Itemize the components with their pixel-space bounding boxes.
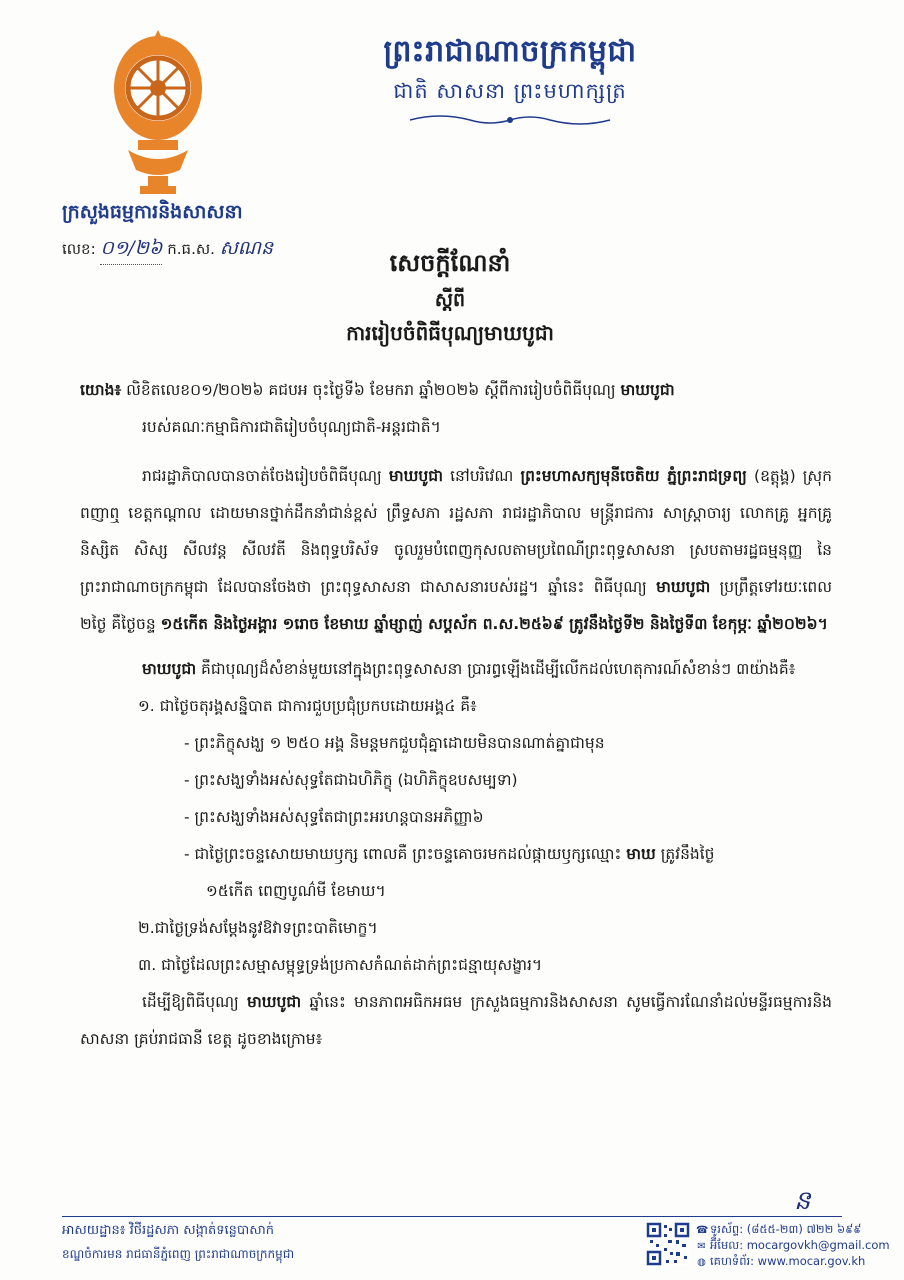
document-title: សេចក្តីណែនាំ — [389, 249, 511, 277]
ref-suffix: ក.ធ.ស. — [167, 240, 215, 258]
footer-contacts — [696, 1222, 890, 1270]
ref-number: ០១/២៦ — [100, 236, 162, 265]
list-item: ៣. ជាថ្ងៃដែលព្រះសម្មាសម្ពុទ្ធទ្រង់ប្រកាសកំណត់ដាក់ព្រះជន្មាយុសង្ខារ។ — [138, 956, 543, 974]
globe-icon: ◍ — [697, 1257, 706, 1268]
document-subject: ការរៀបចំពិធីបុណ្យមាឃបូជា — [346, 321, 554, 345]
kingdom-title: ព្រះរាជាណាចក្រកម្ពុជា — [383, 34, 637, 69]
list-subitem: - ព្រះសង្ឃទាំងអស់សុទ្ធតែជាព្រះអរហន្តបានអភិញ្ញា៦ — [184, 808, 484, 826]
list-item: ២.ជាថ្ងៃទ្រង់សម្តែងនូវឱវាទព្រះបាតិមោក្ខ។ — [138, 919, 378, 937]
list-subitem-continuation: ១៥កើត ពេញបូណ៌មី ខែមាឃ។ — [206, 882, 386, 900]
footer-address-line2: ខណ្ឌចំការមន រាជធានីភ្នំពេញ ព្រះរាជាណាចក្រកម្ពុជា — [62, 1247, 295, 1261]
list-subitem: - ព្រះភិក្ខុសង្ឃ ១ ២៥០ អង្គ និមន្តមកជួបជុំគ្នាដោយមិនបានណាត់គ្នាជាមុន — [184, 734, 605, 752]
list-subitem: - ជាថ្ងៃព្រះចន្ទសោយមាឃឫក្ស ពោលគឺ ព្រះចន្ទគោចរមកដល់ផ្កាយឫក្សឈ្មោះ មាឃ ត្រូវនឹងថ្ងៃ — [184, 845, 715, 863]
paragraph-2: មាឃបូជា គឺជាបុណ្យដ៏សំខាន់មួយនៅក្នុងព្រះពុទ្ធសាសនា ប្រារព្ធឡើងដើម្បីលើកដល់ហេតុការណ៍សំខាន់ៗ ៣យ៉ាងគឺ៖ — [142, 660, 796, 678]
footer-email: ✉ អ៊ីមែល: mocargovkh@gmail.com — [697, 1238, 890, 1252]
reference-bold: មាឃបូជា — [620, 381, 675, 399]
footer-phone: ☎ ទូរស័ព្ទ: (៨៥៥-២៣) ៧២២ ៦៩៩ — [696, 1222, 862, 1236]
footer-address-line1: អាសយដ្ឋាន៖ វិថីរដ្ឋសភា សង្កាត់ទន្លេបាសាក់ — [62, 1223, 275, 1238]
ref-handwritten: សណន — [219, 237, 274, 259]
ministry-name: ក្រសួងធម្មការនិងសាសនា — [62, 201, 243, 223]
ornament-divider-icon — [400, 112, 620, 128]
document-about: ស្តីពី — [434, 289, 466, 311]
national-motto: ជាតិ សាសនា ព្រះមហាក្សត្រ — [393, 79, 627, 103]
list-item: ១. ជាថ្ងៃចតុរង្គសន្និបាត ជាការជួបប្រជុំប្រកបដោយអង្គ៤ គឺ៖ — [138, 697, 477, 715]
paragraph-3: ដើម្បីឱ្យពិធីបុណ្យ មាឃបូជា ឆ្នាំនេះ មានភាពអធិកអធម ក្រសួងធម្មការនិងសាសនា សូមធ្វើការណែនាំដល់មន្ទីរធម្មការនិងសាសនា គ្រប់រាជធានី ខេត្ត ដូចខាងក្រោម៖ — [80, 993, 832, 1048]
footer-website: ◍ គេហទំព័រ: www.mocar.gov.kh — [697, 1254, 866, 1268]
reference-label: យោង៖ — [80, 381, 122, 399]
paragraph-1: រាជរដ្ឋាភិបាលបានចាត់ចែងរៀបចំពិធីបុណ្យ មាឃបូជា នៅបរិវេណ ព្រះមហាសក្យមុនីចេតិយ ភ្នំព្រះរាជទ្រព្យ (ឧត្តុង្គ) ស្រុកពញាឮ ខេត្តកណ្តាល ដោយមានថ្នាក់ដឹកនាំជាន់ខ្ពស់ ព្រឹទ្ធសភា រដ្ឋសភា រាជរដ្ឋាភិបាល មន្ត្រីរាជការ សាស្ត្រាចារ្យ លោកគ្រូ អ្នកគ្រូ និស្សិត សិស្ស សីលវន្ត សីលវតី និងពុទ្ធបរិស័ទ ចូលរួមបំពេញកុសលតាមប្រពៃណីព្រះពុទ្ធសាសនា ស្របតាមរដ្ឋធម្មនុញ្ញ នៃព្រះរាជាណាចក្រកម្ពុជា ដែលបានចែងថា ព្រះពុទ្ធសាសនា ជាសាសនារបស់រដ្ឋ។ ឆ្នាំនេះ ពិធីបុណ្យ មាឃបូជា ប្រព្រឹត្តទៅរយៈពេល ២ថ្ងៃ គឺថ្ងៃចន្ទ ១៥កើត និងថ្ងៃអង្គារ ១រោច ខែមាឃ ឆ្នាំម្សាញ់ សប្តស័ក ព.ស.២៥៦៩ ត្រូវនឹងថ្ងៃទី២ និងថ្ងៃទី៣ ខែកុម្ភៈ ឆ្នាំ២០២៦។ — [80, 467, 832, 633]
document-body — [80, 372, 832, 1058]
footer-divider — [62, 1216, 842, 1217]
reference-text: លិខិតលេខ០១/២០២៦ គជបអ ចុះថ្ងៃទី៦ ខែមករា ឆ្នាំ២០២៦ ស្តីពីការរៀបចំពិធីបុណ្យ — [121, 381, 621, 399]
handwritten-initial: ន — [794, 1186, 811, 1216]
ref-label: លេខ: — [62, 240, 96, 258]
reference-continuation: របស់គណៈកម្មាធិការជាតិរៀបចំបុណ្យជាតិ-អន្តរជាតិ។ — [142, 418, 441, 436]
dharma-wheel-emblem-icon — [108, 30, 208, 200]
reference-paragraph — [80, 372, 832, 409]
qr-code-icon — [646, 1222, 690, 1266]
phone-icon: ☎ — [696, 1225, 709, 1236]
list-subitem: - ព្រះសង្ឃទាំងអស់សុទ្ធតែជាឯហិភិក្ខុ (ឯហិភិក្ខុឧបសម្បទា) — [184, 771, 518, 789]
email-icon: ✉ — [697, 1241, 706, 1252]
